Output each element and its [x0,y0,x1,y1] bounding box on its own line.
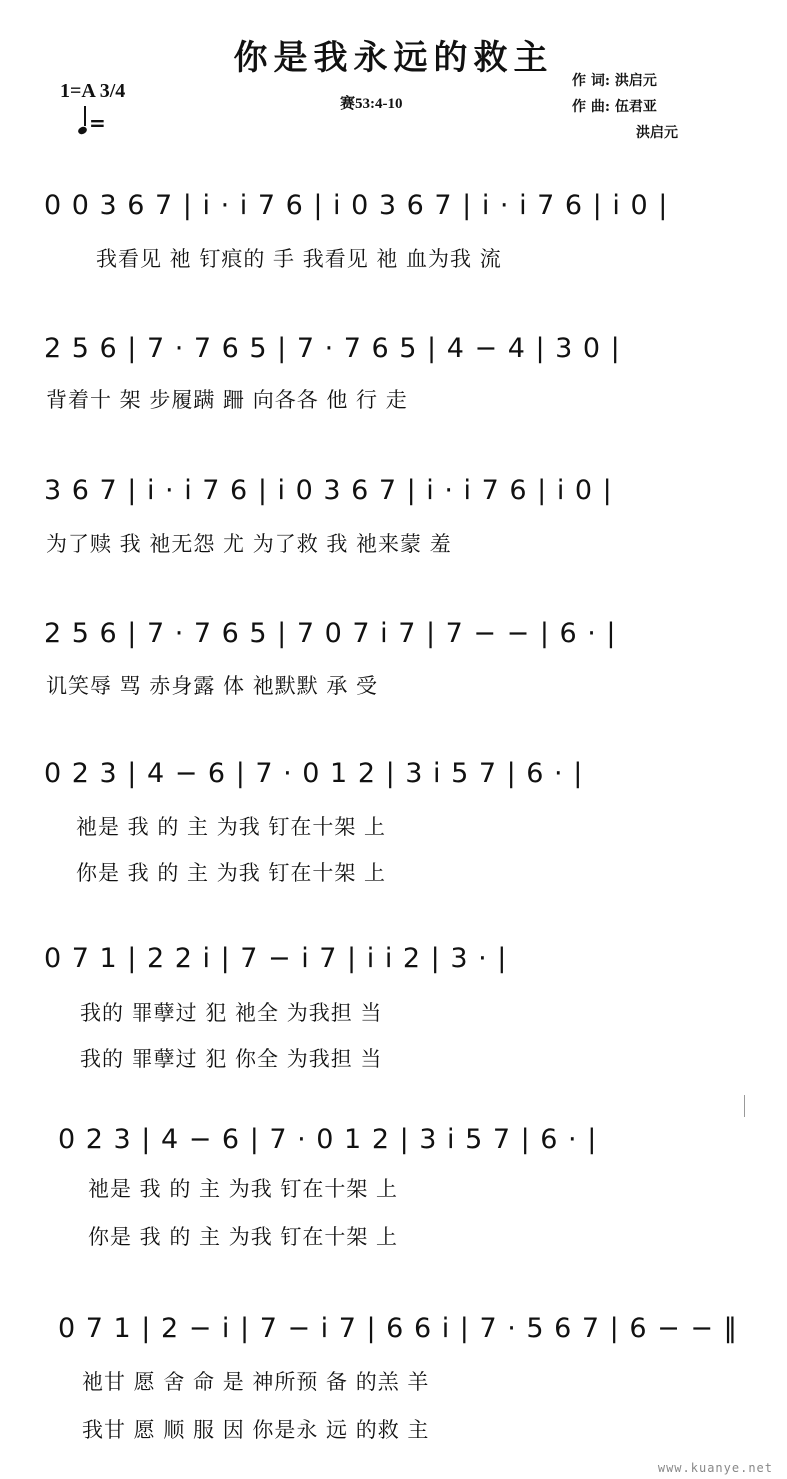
lyricist-label: 作 词: [572,73,611,89]
lyric-row-5-verse-1: 祂是 我 的 主 为我 钉在十架 上 [76,815,387,839]
notation-row-7: 0 2 3 | 4 − 6 | 7 · 0 1 2 | 3 i 5 7 | 6 · | [58,1124,598,1155]
lyricist-name: 洪启元 [614,73,657,89]
notation-row-5: 0 2 3 | 4 − 6 | 7 · 0 1 2 | 3 i 5 7 | 6 · | [44,758,584,789]
lyric-row-8-verse-2: 我甘 愿 顺 服 因 你是永 远 的救 主 [82,1418,430,1442]
margin-line [744,1095,745,1117]
notation-row-8: 0 7 1 | 2 − i | 7 − i 7 | 6 6 i | 7 · 5 6 7 | 6 − − ‖ [58,1313,739,1344]
lyric-row-3-verse-1: 为了赎 我 祂无怨 尤 为了救 我 祂来蒙 羞 [46,532,452,556]
notation-row-3: 3 6 7 | i · i 7 6 | i 0 3 6 7 | i · i 7 6 | i 0 | [44,475,613,506]
credits [572,68,678,146]
notation-row-4: 2 5 6 | 7 · 7 6 5 | 7 0 7 i 7 | 7 − − | 6 · | [44,618,617,649]
lyric-row-1-verse-1: 我看见 祂 钉痕的 手 我看见 祂 血为我 流 [96,247,502,271]
composer-name-1: 伍君亚 [614,99,657,115]
tempo-marking [78,110,106,135]
quarter-note-icon [77,125,88,135]
composer-name-2: 洪启元 [636,125,678,141]
composer-line-2 [572,120,678,146]
song-title: 你是我永远的救主 [233,38,554,78]
lyric-row-2-verse-1: 背着十 架 步履蹒 跚 向各各 他 行 走 [46,388,408,412]
lyricist-line [572,68,678,94]
lyric-row-7-verse-2: 你是 我 的 主 为我 钉在十架 上 [88,1225,399,1249]
composer-line [572,94,678,120]
lyric-row-5-verse-2: 你是 我 的 主 为我 钉在十架 上 [76,861,387,885]
tempo-value: = [89,111,106,135]
composer-label: 作 曲: [572,99,611,115]
lyric-row-4-verse-1: 讥笑辱 骂 赤身露 体 祂默默 承 受 [46,674,379,698]
lyric-row-8-verse-1: 祂甘 愿 舍 命 是 神所预 备 的羔 羊 [82,1370,430,1394]
notation-row-6: 0 7 1 | 2 2 i | 7 − i 7 | i i 2 | 3 · | [44,943,508,974]
lyric-row-6-verse-2: 我的 罪孽过 犯 你全 为我担 当 [80,1047,383,1071]
lyric-row-6-verse-1: 我的 罪孽过 犯 祂全 为我担 当 [80,1001,383,1025]
notation-row-1: 0 0 3 6 7 | i · i 7 6 | i 0 3 6 7 | i · i 7 6 | i 0 | [44,190,669,221]
key-signature: 1=A 3/4 [60,80,126,102]
note-stem [84,106,86,126]
scripture-reference: 赛53:4-10 [340,96,403,112]
notation-row-2: 2 5 6 | 7 · 7 6 5 | 7 · 7 6 5 | 4 − 4 | 3 0 | [44,333,621,364]
lyric-row-7-verse-1: 祂是 我 的 主 为我 钉在十架 上 [88,1177,399,1201]
watermark: www.kuanye.net [657,1461,773,1475]
